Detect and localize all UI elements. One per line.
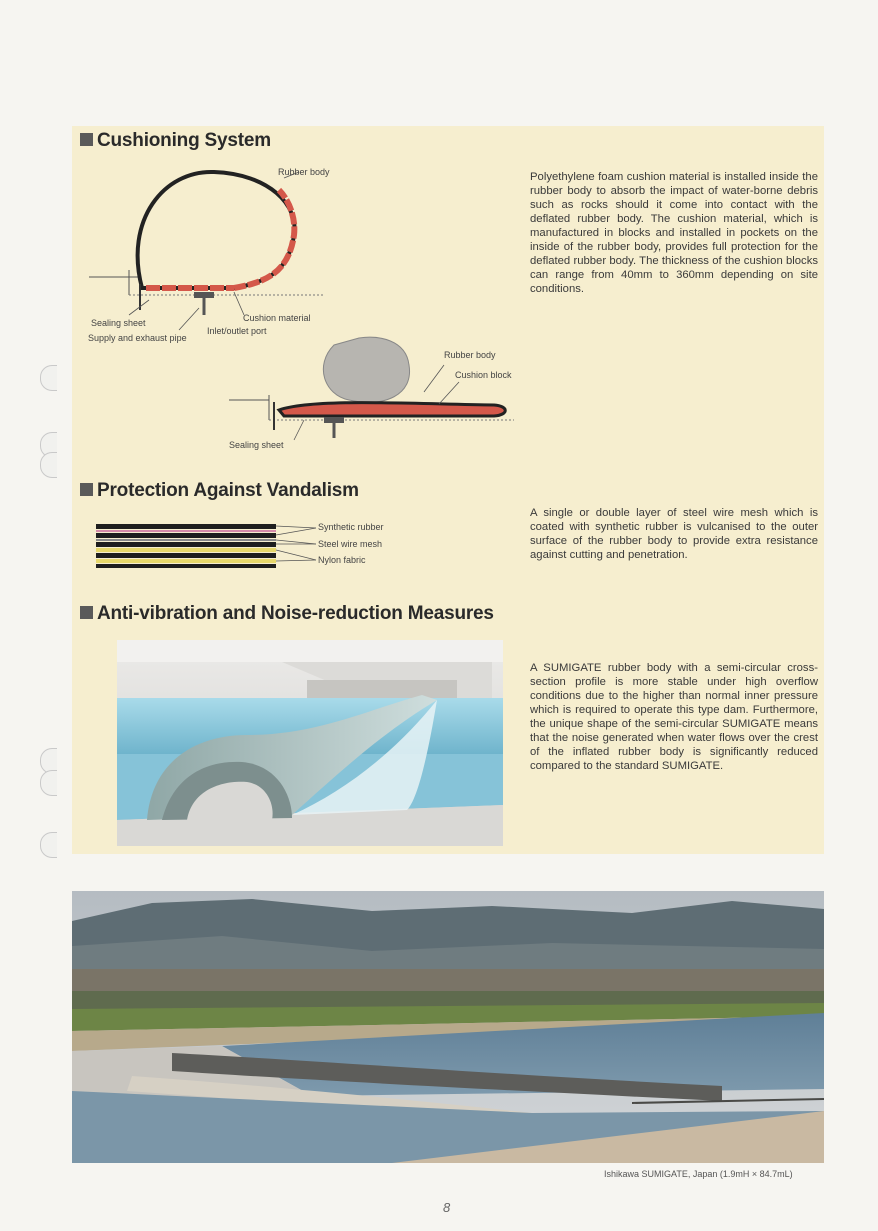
section-title-cushioning: Cushioning System xyxy=(80,130,271,152)
cushioning-diagram xyxy=(84,160,524,460)
label-rubber-body-2: Rubber body xyxy=(444,350,496,360)
label-nylon-fabric: Nylon fabric xyxy=(318,555,366,565)
label-synthetic-rubber: Synthetic rubber xyxy=(318,522,384,532)
label-cushion-block: Cushion block xyxy=(455,370,512,380)
binder-hole xyxy=(40,452,57,478)
binder-hole xyxy=(40,770,57,796)
label-cushion-material: Cushion material xyxy=(243,313,311,323)
label-rubber-body: Rubber body xyxy=(278,167,330,177)
dam-photograph xyxy=(72,891,824,1163)
label-steel-wire-mesh: Steel wire mesh xyxy=(318,539,383,549)
photo-caption: Ishikawa SUMIGATE, Japan (1.9mH × 84.7mL) xyxy=(604,1169,793,1179)
label-sealing-sheet: Sealing sheet xyxy=(91,318,146,328)
antivibration-text: A SUMIGATE rubber body with a semi-circular cross-section profile is more stable under high overflow conditions due to the higher than normal inner pressure which is required to operate this type dam. Furthermore, the unique shape of the semi-circular SUMIGATE means that the noise generated when water flows over the crest of the inflated rubber body is significantly reduced compared to the standard SUMIGATE. xyxy=(530,662,818,772)
label-sealing-sheet-2: Sealing sheet xyxy=(229,440,284,450)
semi-circular-gate-illustration xyxy=(117,640,503,846)
section-title-vandalism: Protection Against Vandalism xyxy=(80,480,359,502)
page-number: 8 xyxy=(443,1200,451,1215)
cushioning-text: Polyethylene foam cushion material is installed inside the rubber body to absorb the impact of water-borne debris such as rocks should it come into contact with the deflated rubber body. The cushion material, which is manufactured in blocks and installed in pockets on the inside of the rubber body, provides full protection for the deflated rubber body. The thickness of the cushion blocks can range from 40mm to 360mm depending on site conditions. xyxy=(530,171,818,295)
section-title-antivibration: Anti-vibration and Noise-reduction Measures xyxy=(80,603,494,625)
binder-hole xyxy=(40,832,57,858)
vandalism-text: A single or double layer of steel wire mesh which is coated with synthetic rubber is vulcanised to the outer surface of the rubber body to provide extra resistance against cutting and penetration. xyxy=(530,507,818,561)
binder-hole xyxy=(40,365,57,391)
label-supply-exhaust-pipe: Supply and exhaust pipe xyxy=(88,333,187,343)
layer-diagram xyxy=(96,522,321,572)
label-inlet-outlet-port: Inlet/outlet port xyxy=(207,326,267,336)
